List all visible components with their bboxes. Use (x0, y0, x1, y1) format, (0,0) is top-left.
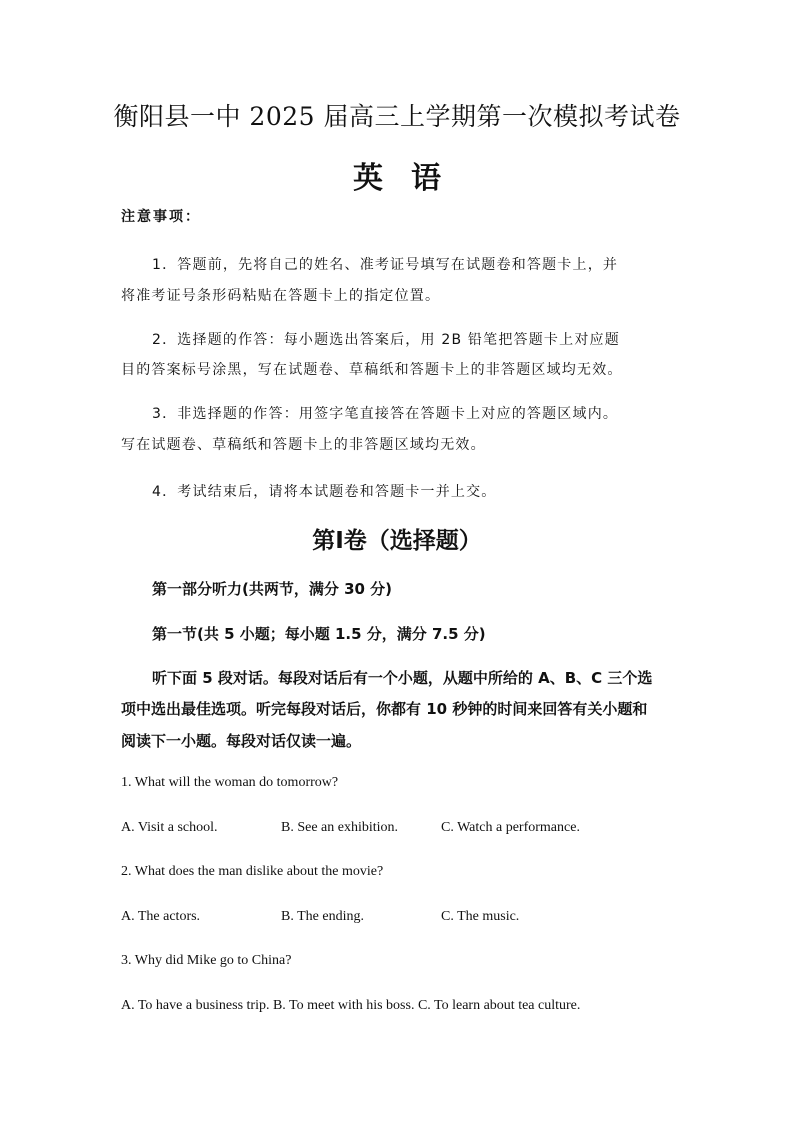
option-c: C. Watch a performance. (441, 820, 580, 835)
instruction-line: 听下面 5 段对话。每段对话后有一个小题，从题中所给的 A、B、C 三个选 (152, 669, 653, 687)
notice-line: 将准考证号条形码粘贴在答题卡上的指定位置。 (121, 288, 441, 304)
instruction-line: 项中选出最佳选项。听完每段对话后，你都有 10 秒钟的时间来回答有关小题和 (121, 700, 648, 718)
notice-line: 3．非选择题的作答：用签字笔直接答在答题卡上对应的答题区域内。 (152, 406, 619, 422)
subject-title: 英语 (353, 161, 469, 196)
notice-line: 写在试题卷、草稿纸和答题卡上的非答题区域均无效。 (121, 437, 486, 453)
option-b: B. The ending. (281, 909, 364, 924)
notice-line: 1．答题前，先将自己的姓名、准考证号填写在试题卷和答题卡上，并 (152, 257, 619, 273)
instruction-line: 阅读下一小题。每段对话仅读一遍。 (121, 732, 362, 750)
section-heading: 第一部分听力(共两节，满分 30 分) (152, 580, 393, 598)
options-line: A. To have a business trip. B. To meet with his boss. C. To learn about tea culture. (121, 998, 581, 1013)
question-stem: 2. What does the man dislike about the movie? (121, 864, 384, 879)
option-a: A. Visit a school. (121, 820, 218, 835)
notice-line: 目的答案标号涂黑，写在试题卷、草稿纸和答题卡上的非答题区域均无效。 (121, 362, 623, 378)
question-stem: 1. What will the woman do tomorrow? (121, 775, 339, 790)
exam-title: 衡阳县一中 2025 届高三上学期第一次模拟考试卷 (113, 102, 681, 131)
question-stem: 3. Why did Mike go to China? (121, 953, 292, 968)
notice-heading: 注意事项： (121, 209, 201, 225)
notice-line: 4．考试结束后，请将本试题卷和答题卡一并上交。 (152, 484, 497, 500)
section-heading: 第一节(共 5 小题；每小题 1.5 分，满分 7.5 分) (152, 625, 486, 643)
part-heading: 第Ⅰ卷（选择题） (312, 528, 482, 554)
option-a: A. The actors. (121, 909, 201, 924)
option-c: C. The music. (441, 909, 520, 924)
notice-line: 2．选择题的作答：每小题选出答案后，用 2B 铅笔把答题卡上对应题 (152, 332, 620, 348)
option-b: B. See an exhibition. (281, 820, 399, 835)
